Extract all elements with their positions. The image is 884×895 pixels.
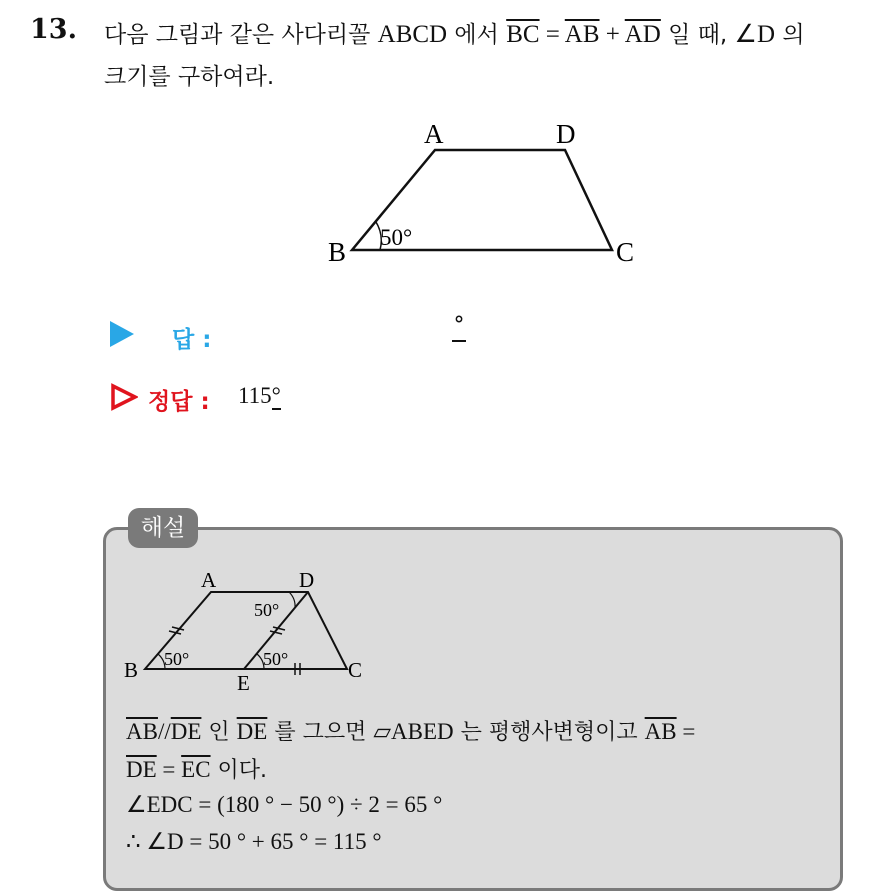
vertex-a-label: A: [424, 119, 444, 149]
question-text-line1: 다음 그림과 같은 사다리꼴 ABCD 에서 $\overline{BC} = \overline{AB} + \overline{AD}$ 일 때, ∠D 의: [104, 21, 805, 48]
sol-vertex-d-label: D: [299, 568, 315, 592]
vertex-b-label: B: [328, 237, 347, 267]
solution-line1: $\overline{AB}//\overline{DE}$ 인 $\overline{DE}$ 를 그으면 ▱ABED 는 평행사변형이고 $\overline{AB}$ =: [126, 719, 696, 745]
solution-tab: 해설: [128, 508, 198, 548]
solution-line2: $\overline{DE} = \overline{EC}$ 이다.: [126, 757, 268, 783]
outline-triangle-icon: [110, 383, 138, 411]
angle-d-arc: [289, 592, 295, 608]
sol-angle-d-label: 50°: [254, 600, 280, 620]
solution-line4: ∴ ∠D = 50 ° + 65 ° = 115 °: [126, 829, 382, 854]
question-number: 13.: [30, 14, 77, 45]
answer-blank[interactable]: °: [452, 312, 466, 342]
sol-vertex-e-label: E: [237, 671, 250, 695]
segment-bc: $\overline{BC}$: [506, 21, 540, 48]
sol-angle-b-label: 50°: [164, 649, 190, 669]
angle-b-label: 50°: [380, 225, 413, 250]
play-triangle-icon: [110, 321, 134, 347]
vertex-d-label: D: [556, 119, 576, 149]
question-text-line2: 크기를 구하여라.: [104, 64, 275, 90]
solution-line3: ∠EDC = (180 ° − 50 °) ÷ 2 = 65 °: [126, 792, 443, 817]
correct-answer-value: 115°: [238, 383, 281, 408]
correct-answer-row: [110, 380, 530, 416]
sol-vertex-a-label: A: [201, 568, 217, 592]
solution-figure: [118, 565, 378, 697]
segment-ad: $\overline{AD}$: [624, 21, 661, 48]
correct-answer-label: 정답 :: [148, 389, 210, 415]
sol-angle-e-label: 50°: [263, 649, 289, 669]
segment-ab: $\overline{AB}$: [564, 21, 600, 48]
answer-label: 답 :: [172, 327, 212, 353]
sol-vertex-c-label: C: [348, 658, 363, 682]
trapezoid-figure: [320, 115, 650, 275]
vertex-c-label: C: [616, 237, 635, 267]
answer-row: [110, 313, 530, 354]
sol-vertex-b-label: B: [124, 658, 139, 682]
